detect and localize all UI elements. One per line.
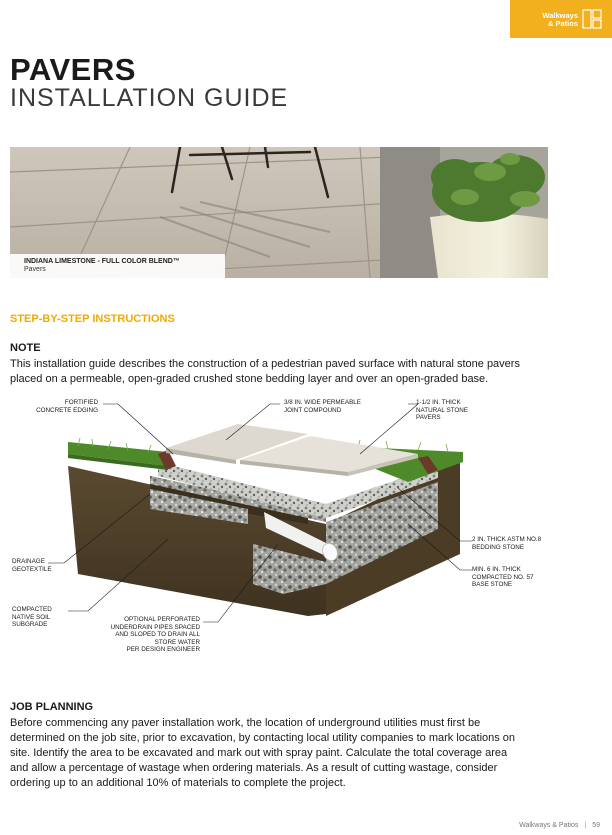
footer-section: Walkways & Patios xyxy=(519,822,579,829)
label-line: 1-1/2 IN. THICK xyxy=(416,399,461,406)
label-line: OPTIONAL PERFORATED xyxy=(124,616,200,623)
label-line: PER DESIGN ENGINEER xyxy=(126,646,200,654)
page-footer xyxy=(519,822,600,829)
job-planning-line: determined on the job site, prior to excavation, by contacting local utility companies to mark locations on xyxy=(10,732,516,744)
job-planning-line: site. Identify the area to be excavated and mark out with spray paint. Calculate the total coverage area xyxy=(10,747,508,759)
photo-caption-title: INDIANA LIMESTONE - FULL COLOR BLEND™ xyxy=(24,258,180,265)
label-underdrain-pipes xyxy=(92,616,200,654)
photo-caption-subtitle: Pavers xyxy=(24,266,46,273)
section-tab xyxy=(510,0,612,38)
label-line: STORE WATER xyxy=(154,638,200,646)
label-natural-stone-pavers xyxy=(416,399,496,422)
label-line: AND SLOPED TO DRAIN ALL xyxy=(115,631,200,639)
label-line: NATURAL STONE xyxy=(416,406,469,414)
label-line: COMPACTED xyxy=(12,606,52,613)
note-heading: NOTE xyxy=(10,342,41,354)
page-subtitle: INSTALLATION GUIDE xyxy=(10,84,289,112)
step-by-step-heading: STEP-BY-STEP INSTRUCTIONS xyxy=(10,313,175,325)
section-tab-label-line1: Walkways xyxy=(542,11,578,20)
photo-caption xyxy=(10,254,225,278)
section-tab-label xyxy=(542,12,578,28)
label-line: DRAINAGE xyxy=(12,558,45,565)
label-line: COMPACTED NO. 57 xyxy=(472,573,534,581)
label-line: NATIVE SOIL xyxy=(12,613,51,621)
label-line: 2 IN. THICK ASTM NO.8 xyxy=(472,536,542,543)
footer-separator: | xyxy=(584,822,587,829)
job-planning-heading: JOB PLANNING xyxy=(10,701,94,713)
label-bedding-stone xyxy=(472,536,548,551)
job-planning-text xyxy=(10,716,548,791)
label-base-stone xyxy=(472,566,548,589)
label-concrete-edging xyxy=(16,399,98,414)
page-number: 59 xyxy=(592,822,600,829)
note-line: This installation guide describes the construction of a pedestrian paved surface with natural stone pavers xyxy=(10,358,520,370)
note-text xyxy=(10,357,548,387)
label-line: SUBGRADE xyxy=(12,621,48,629)
label-line: MIN. 6 IN. THICK xyxy=(472,566,521,573)
job-planning-line: and allow a percentage of wastage when ordering materials. As a result of cutting wastage, consider xyxy=(10,762,498,774)
label-native-soil-subgrade xyxy=(12,606,72,629)
note-line: placed on a permeable, open-graded crushed stone bedding layer and over an open-graded base. xyxy=(10,373,489,385)
label-joint-compound xyxy=(284,399,384,414)
label-line: 3/8 IN. WIDE PERMEABLE xyxy=(284,399,361,406)
label-line: PAVERS xyxy=(416,414,441,422)
page-title: PAVERS xyxy=(10,52,136,87)
job-planning-line: Before commencing any paver installation work, the location of underground utilities must first be xyxy=(10,717,481,729)
label-line: CONCRETE EDGING xyxy=(36,406,98,414)
label-drainage-geotextile xyxy=(12,558,72,573)
section-tab-label-line2: & Patios xyxy=(547,19,578,28)
label-line: JOINT COMPOUND xyxy=(284,406,342,414)
label-line: FORTIFIED xyxy=(64,399,98,406)
paver-cross-section-diagram xyxy=(8,394,548,664)
label-line: BASE STONE xyxy=(472,581,513,589)
label-line: GEOTEXTILE xyxy=(12,565,52,573)
pavers-grid-icon xyxy=(582,9,602,29)
label-line: UNDERDRAIN PIPES SPACED xyxy=(110,623,200,631)
label-line: BEDDING STONE xyxy=(472,543,525,551)
job-planning-line: ordering up to an additional 10% of materials to complete the project. xyxy=(10,777,346,789)
